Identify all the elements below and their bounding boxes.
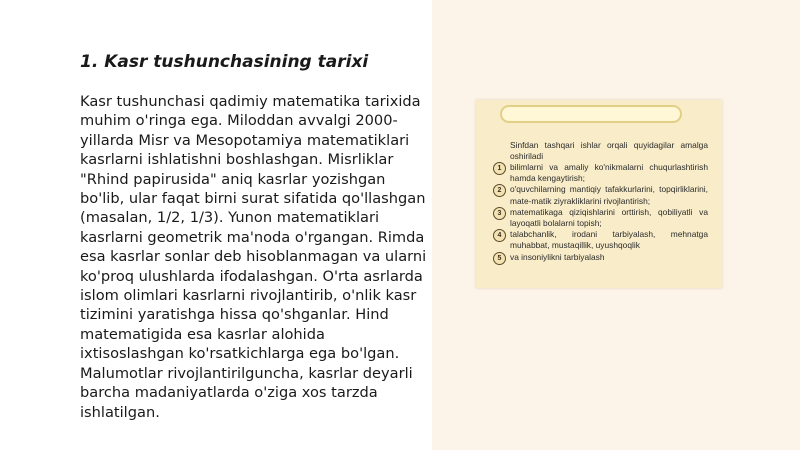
list-item [494, 162, 708, 184]
list-item-text: matematikaga qiziqishlarini orttirish, qobiliyatli va layoqatli bolalarni topish; [510, 206, 708, 229]
page-title: 1. Kasr tushunchasining tarixi [80, 52, 369, 72]
card-intro-text: Sinfdan tashqari ishlar orqali quyidagilar amalga oshiriladi [510, 140, 708, 162]
list-item-text: bilimlarni va amaliy ko'nikmalarni chuqurlashtirish hamda kengaytirish; [510, 162, 708, 184]
number-badge-icon: 4 [493, 229, 506, 242]
card-banner [502, 107, 680, 121]
info-card [476, 100, 722, 288]
card-list [494, 162, 708, 263]
number-badge-icon: 5 [493, 252, 506, 265]
body-paragraph: Kasr tushunchasi qadimiy matematika tarixida muhim o'ringa ega. Miloddan avvalgi 2000-yillarda Misr va Mesopotamiya matematiklari kasrlarni ishlatishni boshlashgan. Misrliklar "Rhind papirusida" aniq kasrlar yozishgan bo'lib, ular faqat birni surat sifatida qo'llashgan (masalan, 1/2, 1/3). Yunon matematiklari kasrlarni geometrik ma'noda o'rgangan. Rimda esa kasrlar sonlar deb hisoblanmagan va ularni ko'proq ulushlarda ifodalashgan. O'rta asrlarda islom olimlari kasrlarni rivojlantirib, o'nlik kasr tizimini yaratishga hissa qo'shganlar. Hind matematigida esa kasrlar alohida ixtisoslashgan ko'rsatkichlarga ega bo'lgan. Malumotlar rivojlantirilguncha, kasrlar deyarli barcha madaniyatlarda o'ziga xos tarzda ishlatilgan. [80, 93, 427, 421]
list-item [494, 184, 708, 206]
number-badge-icon: 2 [493, 184, 506, 197]
list-item-text: va insoniylikni tarbiyalash [510, 251, 605, 262]
list-item [494, 207, 708, 229]
list-item [494, 252, 708, 263]
list-item [494, 229, 708, 251]
list-item-text: o'quvchilarning mantiqiy tafakkurlarini, topqirliklarini, mate-matik ziyrakliklarini rivojlantirish; [510, 184, 708, 206]
list-item-text: talabchanlik, irodani tarbiyalash, mehnatga muhabbat, mustaqillik, uyushqoqlik [510, 229, 708, 251]
number-badge-icon: 1 [493, 162, 506, 175]
number-badge-icon: 3 [493, 207, 506, 220]
